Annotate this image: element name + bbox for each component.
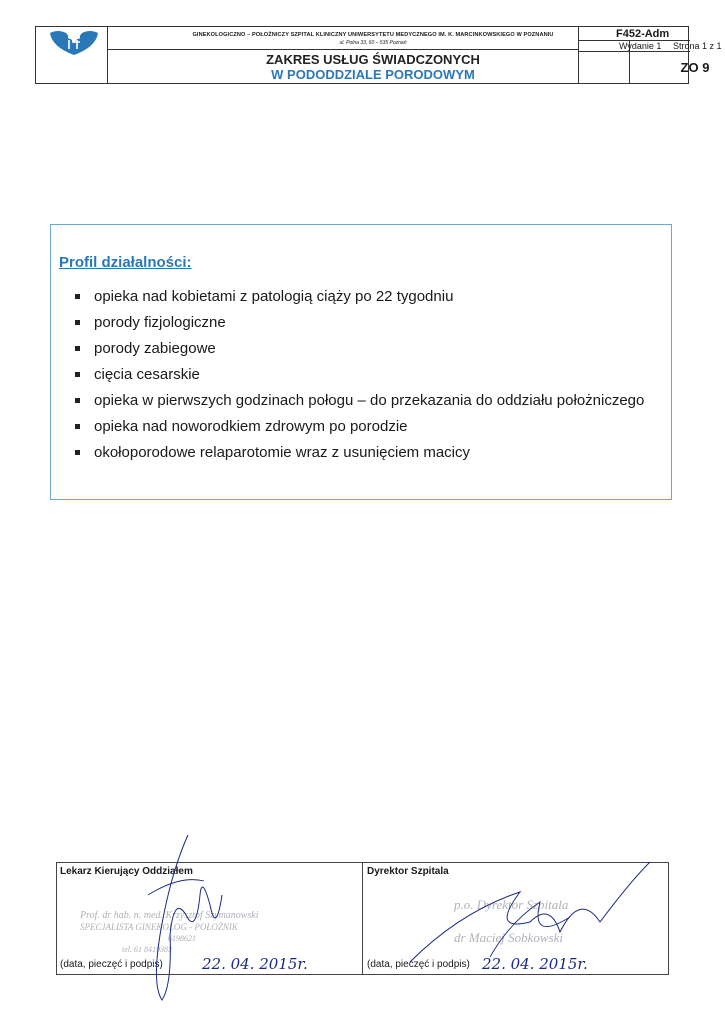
list-item-text: opieka nad kobietami z patologią ciąży po 22 tygodniu bbox=[94, 288, 454, 305]
list-item bbox=[74, 286, 644, 312]
document-title: ZAKRES USŁUG ŚWIADCZONYCH bbox=[266, 52, 480, 67]
stamp-line: 6198621 bbox=[168, 934, 196, 943]
bullet-icon bbox=[75, 424, 80, 429]
bullet-icon bbox=[75, 320, 80, 325]
hospital-logo-icon bbox=[48, 29, 100, 55]
bullet-icon bbox=[75, 398, 80, 403]
department-head-heading: Lekarz Kierujący Oddziałem bbox=[60, 866, 193, 877]
left-signature-caption: (data, pieczęć i podpis) bbox=[60, 959, 163, 970]
bullet-icon bbox=[75, 450, 80, 455]
list-item bbox=[74, 416, 644, 442]
list-item bbox=[74, 312, 644, 338]
header-divider bbox=[107, 27, 108, 83]
stamp-line: tel. 61 8419383 bbox=[122, 945, 172, 954]
stamp-line: dr Maciej Sobkowski bbox=[454, 930, 564, 945]
profile-list bbox=[74, 286, 644, 468]
left-signature-icon bbox=[140, 835, 250, 1005]
stamp-line: Prof. dr hab. n. med. Krzysztof Szymanowski bbox=[80, 910, 259, 921]
list-item-text: porody fizjologiczne bbox=[94, 314, 226, 331]
bullet-icon bbox=[75, 346, 80, 351]
form-code: F452-Adm bbox=[616, 28, 670, 40]
list-item bbox=[74, 442, 644, 468]
document-subtitle: W PODODDZIALE PORODOWYM bbox=[271, 67, 475, 82]
list-item-text: cięcia cesarskie bbox=[94, 366, 200, 383]
list-item bbox=[74, 338, 644, 364]
stamp-line: SPECJALISTA GINEKOLOG - POŁOŻNIK bbox=[80, 922, 238, 932]
list-item bbox=[74, 390, 644, 416]
list-item-text: opieka nad noworodkiem zdrowym po porodzie bbox=[94, 418, 408, 435]
list-item-text: opieka w pierwszych godzinach połogu – do przekazania do oddziału położniczego bbox=[94, 392, 645, 409]
list-item-text: porody zabiegowe bbox=[94, 340, 216, 357]
bullet-icon bbox=[75, 294, 80, 299]
header-divider bbox=[107, 49, 578, 50]
document-header bbox=[35, 26, 722, 84]
edition-number: Wydanie 1 bbox=[619, 41, 662, 51]
right-handwritten-date: 22. 04. 2015r. bbox=[482, 955, 588, 973]
director-heading: Dyrektor Szpitala bbox=[367, 866, 449, 877]
institution-address: ul. Polna 33, 60 – 535 Poznań bbox=[339, 40, 407, 46]
left-handwritten-date: 22. 04. 2015r. bbox=[202, 955, 308, 973]
profile-heading: Profil działalności: bbox=[59, 254, 192, 271]
document-code: ZO 9 bbox=[680, 60, 710, 75]
page-number: Strona 1 z 1 bbox=[673, 41, 722, 51]
institution-name: GINEKOLOGICZNO – POŁOŻNICZY SZPITAL KLINICZNY UNIWERSYTETU MEDYCZNEGO IM. K. MARCINKOWSKIEGO W POZNANIU bbox=[192, 32, 554, 38]
signature-divider bbox=[362, 863, 363, 974]
right-signature-caption: (data, pieczęć i podpis) bbox=[367, 959, 470, 970]
right-signature-icon bbox=[400, 862, 660, 972]
stamp-line: p.o. Dyrektor Szpitala bbox=[454, 897, 569, 912]
list-item bbox=[74, 364, 644, 390]
bullet-icon bbox=[75, 372, 80, 377]
list-item-text: okołoporodowe relaparotomie wraz z usunięciem macicy bbox=[94, 444, 471, 461]
